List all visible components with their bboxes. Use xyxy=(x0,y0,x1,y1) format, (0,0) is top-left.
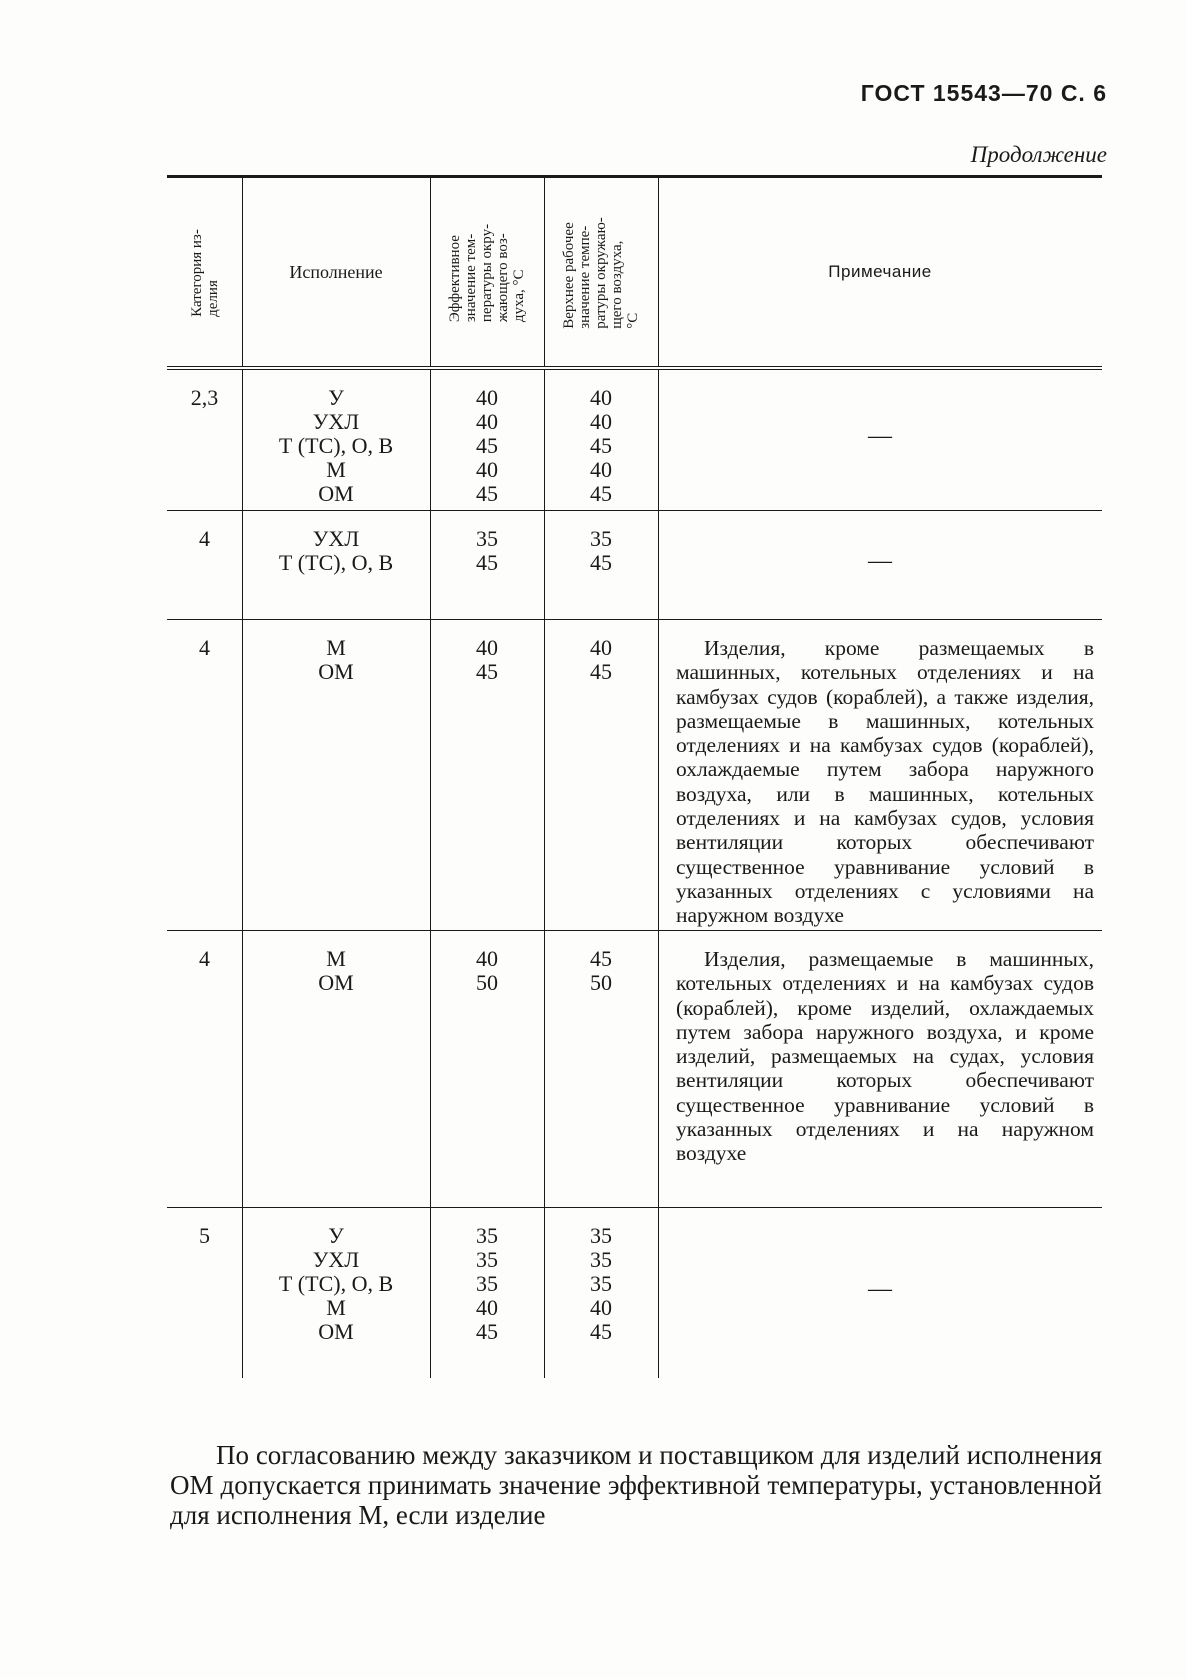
header-note: Примечание xyxy=(828,262,932,281)
note-cell: — xyxy=(868,548,892,574)
category-cell: 4 xyxy=(199,635,210,660)
body-paragraph: По согласованию между заказчиком и поставщиком для изделий исполнения ОМ допускается принимать значение эффективной температуры, установленной для исполнения М, если изделие xyxy=(170,1440,1102,1530)
header-effective-temp: Эффективное значение тем- пературы окру- жающего воз- духа, °С xyxy=(446,223,527,323)
upper-temp-cell: 40 40 45 40 45 xyxy=(590,385,612,506)
effective-temp-cell: 40 45 xyxy=(476,635,498,684)
header-upper-temp: Верхнее рабочее значение темпе- ратуры окружаю- щего воздуха, °С xyxy=(560,217,641,329)
table-row xyxy=(167,620,1102,931)
upper-temp-cell: 45 50 xyxy=(590,946,612,995)
execution-cell: У УХЛ Т (ТС), О, В М ОМ xyxy=(278,1223,394,1344)
execution-cell: М ОМ xyxy=(318,635,354,684)
effective-temp-cell: 40 50 xyxy=(476,946,498,995)
effective-temp-cell: 35 35 35 40 45 xyxy=(476,1223,498,1344)
temperature-table xyxy=(167,175,1102,1378)
category-cell: 2,3 xyxy=(190,385,219,410)
note-cell: — xyxy=(868,423,892,449)
effective-temp-cell: 40 40 45 40 45 xyxy=(476,385,498,506)
table-row xyxy=(167,931,1102,1208)
table-row xyxy=(167,511,1102,620)
table-body xyxy=(167,370,1102,1378)
category-cell: 5 xyxy=(199,1223,210,1248)
execution-cell: УХЛ Т (ТС), О, В xyxy=(278,526,394,575)
upper-temp-cell: 35 35 35 40 45 xyxy=(590,1223,612,1344)
category-cell: 4 xyxy=(199,526,210,551)
table-header xyxy=(167,178,1102,370)
effective-temp-cell: 35 45 xyxy=(476,526,498,575)
note-cell: — xyxy=(868,1276,892,1302)
execution-cell: М ОМ xyxy=(318,946,354,995)
continuation-label: Продолжение xyxy=(970,142,1107,167)
table-row xyxy=(167,370,1102,511)
page-header: ГОСТ 15543—70 С. 6 xyxy=(860,80,1107,106)
header-execution: Исполнение xyxy=(289,261,383,282)
note-cell: Изделия, кроме размещаемых в машинных, котельных отделениях и на камбузах судов (кораблей), а также изделия, размещаемые в машинных, котельных отделениях и на камбузах судов (кораблей), охлаждаемые путем забора наружного воздуха, или в машинных, котельных отделениях и на камбузах судов, условия вентиляции которых обеспечивают существенное уравнивание условий в указанных отделениях с условиями на наружном воздухе xyxy=(676,636,1094,928)
table-row xyxy=(167,1208,1102,1378)
header-category: Категория из- делия xyxy=(188,229,221,317)
upper-temp-cell: 40 45 xyxy=(590,635,612,684)
upper-temp-cell: 35 45 xyxy=(590,526,612,575)
execution-cell: У УХЛ Т (ТС), О, В М ОМ xyxy=(278,385,394,506)
category-cell: 4 xyxy=(199,946,210,971)
note-cell: Изделия, размещаемые в машинных, котельных отделениях и на камбузах судов (кораблей), кроме изделий, охлаждаемых путем забора наружного воздуха, и кроме изделий, размещаемых на судах, условия вентиляции которых обеспечивают существенное уравнивание условий в указанных отделениях и на наружном воздухе xyxy=(676,947,1094,1166)
